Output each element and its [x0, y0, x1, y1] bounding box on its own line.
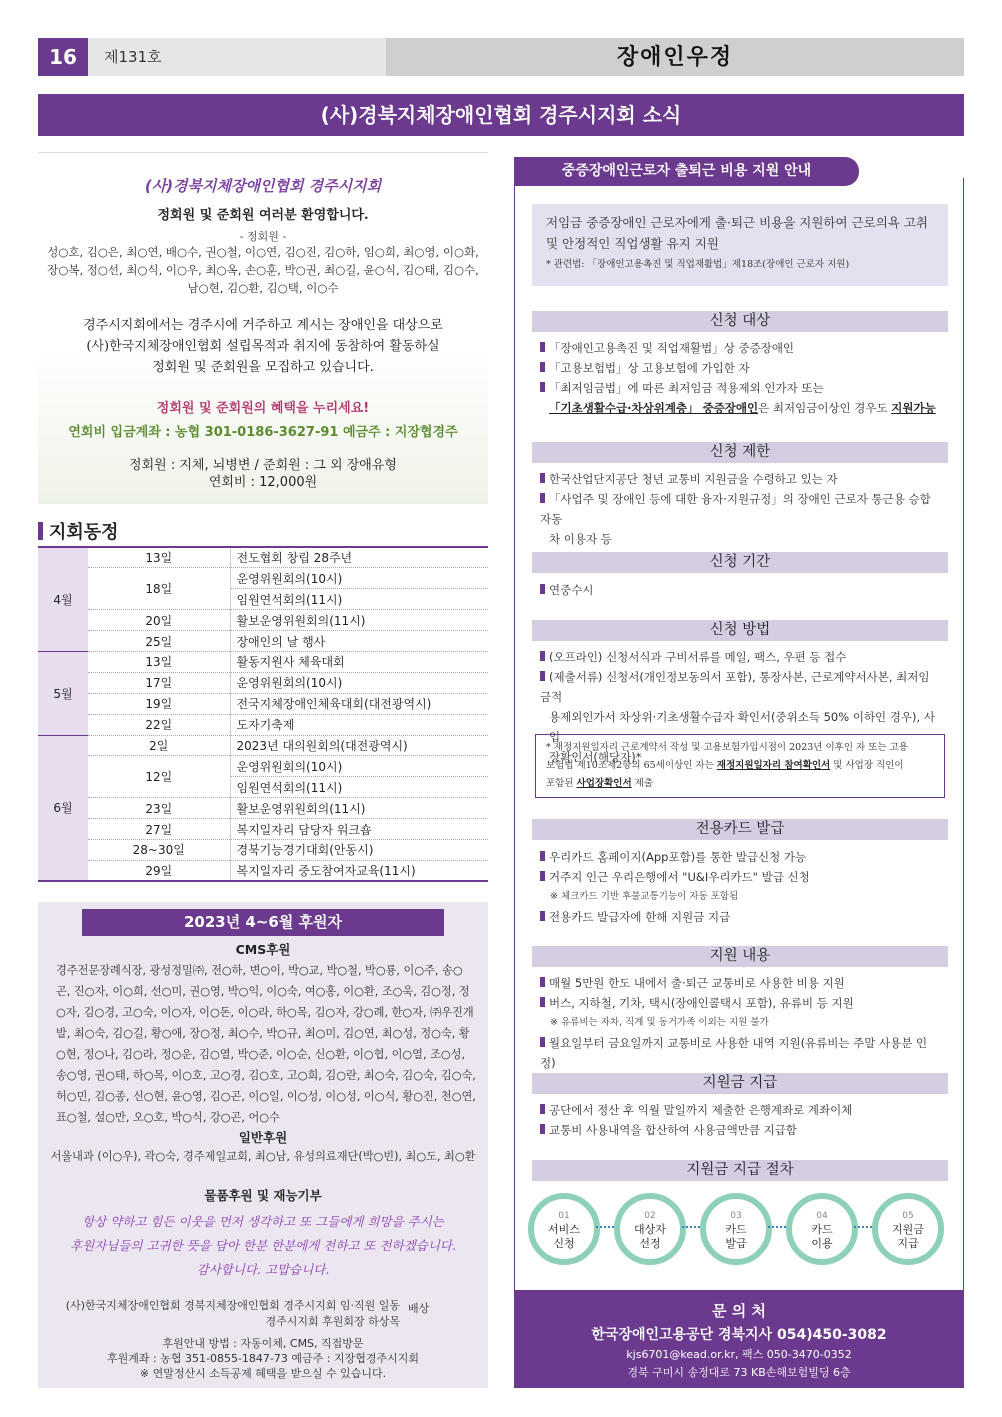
date-cell: 27일: [88, 819, 230, 840]
general-heading: 일반후원: [238, 1130, 288, 1145]
date-cell: 12일: [88, 756, 230, 798]
contact-box: [514, 1290, 964, 1388]
event-cell: 복지일자리 중도참여자교육(11시): [230, 860, 488, 881]
underlined-text: 사업장확인서: [576, 778, 632, 789]
para-line: 정회원 및 준회원을 모집하고 있습니다.: [152, 360, 374, 375]
welcome-benefit: 정회원 및 준회원의 혜택을 누리세요!: [156, 401, 370, 416]
list-item: [540, 398, 940, 418]
table-row: [38, 839, 488, 860]
underlined-text: 재정지원일자리 참여확인서: [716, 760, 831, 771]
table-row: [38, 631, 488, 652]
list-item: 공단에서 정산 후 익월 말일까지 제출한 은행계좌로 계좌이체: [540, 1100, 940, 1120]
cms-heading: CMS후원: [235, 942, 291, 957]
message-line: 감사합니다. 고맙습니다.: [196, 1262, 330, 1277]
table-row: [38, 735, 488, 756]
month-cell: 6월: [38, 735, 88, 881]
list-item: 월요일부터 금요일까지 교통비로 사용한 내역 지원(유류비는 주말 사용분 인정): [540, 1033, 940, 1073]
issue-number: 제131호: [104, 48, 162, 66]
intro-law-note: * 관련법: 「장애인고용촉진 및 직업재활법」제18조(장애인 근로자 지원): [546, 259, 850, 270]
method-line: ※ 연말정산시 소득공제 혜택을 받으실 수 있습니다.: [139, 1367, 387, 1380]
event-cell: 경북기능경기대회(안동시): [230, 839, 488, 860]
table-row: [38, 651, 488, 672]
signature-line: (사)한국지체장애인협회 경북지체장애인협회 경주시지회 임·직원 일동: [65, 1299, 400, 1312]
date-cell: 18일: [88, 568, 230, 610]
welcome-member-info: [38, 457, 488, 491]
step-number: 05: [902, 1211, 914, 1221]
contact-org: 한국장애인고용공단 경북지사 054)450-3082: [591, 1327, 887, 1343]
payment-list: [540, 1100, 940, 1140]
event-cell: 활보운영위원회의(11시): [230, 798, 488, 819]
date-cell: 20일: [88, 610, 230, 631]
card-list: [540, 847, 940, 927]
welcome-box: [38, 152, 488, 504]
date-cell: 19일: [88, 693, 230, 714]
section-payment: 지원금 지급: [532, 1073, 948, 1094]
step-label: 지원금: [892, 1223, 924, 1236]
section-card: 전용카드 발급: [532, 819, 948, 840]
section-method: 신청 방법: [532, 620, 948, 641]
cms-sponsor-list: 경주전문장례식장, 광성정밀㈜, 전○하, 변○이, 박○교, 박○철, 박○룡, 이○주, 송○곤, 진○자, 이○희, 선○미, 권○영, 박○익, 이○숙, 여○홍, 이○환, 조○욱, 김○정, 정○자, 김○경, 고○숙, 이○자, 이○돈, 이○라, 하○목, 김○자, 강○례, 한○자, ㈜우진개발, 최○숙, 김○길, 황○애, 장○정, 최○수, 박○규, 최○미, 김○연, 최○성, 정○숙, 황○현, 정○나, 김○라, 정○운, 김○열, 박○준, 이○순, 신○환, 이○협, 이○열, 조○성, 송○영, 권○태, 하○목, 이○호, 고○경, 김○호, 고○희, 김○란, 최○숙, 김○숙, 김○숙, 허○민, 김○종, 신○현, 윤○영, 김○곤, 이○일, 이○성, 이○성, 이○식, 황○진, 천○연, 표○철, 설○만, 오○호, 박○식, 강○곤, 어○수: [56, 964, 476, 1124]
note-text: 보험법 제10조제2항의 65세이상인 자는: [546, 760, 714, 771]
welcome-title: (사)경북지체장애인협회 경주시지회: [144, 177, 382, 195]
date-cell: 17일: [88, 672, 230, 693]
procedure-step: [786, 1193, 858, 1265]
activities-table: [38, 546, 488, 882]
note-line: * 재정지원일자리 근로계약서 작성 및 고용보험가입시점이 2023년 이후인 자 또는 고용: [546, 742, 908, 753]
step-label: 카드: [725, 1223, 747, 1236]
handwritten-message: [38, 1210, 488, 1282]
method-note: [535, 734, 945, 798]
procedure-step: [700, 1193, 772, 1265]
section-eligibility: 신청 대상: [532, 311, 948, 332]
date-cell: 29일: [88, 860, 230, 881]
section-period: 신청 기간: [532, 552, 948, 573]
eligibility-list: [540, 338, 940, 418]
note-text: 및 사업장 직인이: [833, 760, 904, 771]
method-line: 후원계좌 : 농협 351-0855-1847-73 예금주 : 지장협경주시지회: [107, 1352, 419, 1365]
event-cell: 운영위원회의(10시): [230, 756, 488, 777]
procedure-step: [872, 1193, 944, 1265]
list-item: 「장애인고용촉진 및 직업재활법」상 중증장애인: [540, 338, 940, 358]
list-item: (오프라인) 신청서식과 구비서류를 메일, 팩스, 우편 등 접수: [540, 647, 940, 667]
list-item: 「최저임금법」에 따른 최저임금 적용제외 인가자 또는: [540, 378, 940, 398]
member-type: 정회원 : 지체, 뇌병변 / 준회원 : 그 외 장애유형: [129, 458, 397, 473]
month-cell: 4월: [38, 547, 88, 651]
list-item: 차 이용자 등: [549, 532, 612, 546]
signature-closing: 배상: [408, 1302, 430, 1315]
newsletter-logo: 장애인우정: [386, 38, 964, 76]
list-item: 전용카드 발급자에 한해 지원금 지급: [540, 907, 940, 927]
date-cell: 13일: [88, 547, 230, 568]
contact-address: 경북 구미시 송정대로 73 KB손해보험빌딩 6층: [627, 1366, 851, 1379]
section-banner: (사)경북지체장애인협회 경주시지회 소식: [38, 94, 964, 136]
names-line: 성○호, 김○은, 최○연, 배○수, 권○철, 이○연, 김○진, 김○하, 임○희, 최○영, 이○화,: [47, 245, 479, 259]
list-note: ※ 유류비는 자차, 직계 및 동거가족 이외는 지원 불가: [550, 1017, 769, 1028]
table-row: [38, 860, 488, 881]
date-cell: 23일: [88, 798, 230, 819]
restriction-list: [540, 469, 940, 549]
support-info-title: 중증장애인근로자 출퇴근 비용 지원 안내: [514, 157, 859, 186]
event-cell: 운영위원회의(10시): [230, 672, 488, 693]
general-sponsor-list: 서울내과 (이○우), 곽○숙, 경주제일교회, 최○남, 유성의료재단(박○빈), 최○도, 최○환: [50, 1150, 476, 1163]
table-row: [38, 693, 488, 714]
welcome-subtitle: 정회원 및 준회원 여러분 환영합니다.: [157, 208, 369, 223]
list-text: 은 최저임금이상인 경우도: [758, 401, 888, 415]
note-line: [546, 757, 934, 775]
list-note: ※ 체크카드 기반 후불교통기능이 자동 포함됨: [550, 891, 739, 902]
list-item: 매월 5만원 한도 내에서 출·퇴근 교통비로 사용한 비용 지원: [540, 973, 940, 993]
table-row: [38, 610, 488, 631]
step-label: 발급: [725, 1237, 747, 1250]
donation-method: [38, 1336, 488, 1381]
event-cell: 임원연석회의(11시): [230, 589, 488, 610]
step-label: 대상자: [634, 1223, 666, 1236]
intro-line: 저임금 중증장애인 근로자에게 출·퇴근 비용을 지원하여 근로의욕 고취: [546, 215, 928, 230]
procedure-step: [528, 1193, 600, 1265]
message-line: 후원자님들의 고귀한 뜻을 담아 한분 한분에게 전하고 또 전하겠습니다.: [70, 1238, 456, 1253]
step-label: 지급: [897, 1237, 919, 1250]
event-cell: 활동지원사 체육대회: [230, 651, 488, 672]
underlined-text: 지원가능: [891, 401, 936, 415]
step-number: 03: [730, 1211, 742, 1221]
event-cell: 임원연석회의(11시): [230, 777, 488, 798]
welcome-member-heading: - 정회원 -: [239, 230, 287, 243]
date-cell: 13일: [88, 651, 230, 672]
list-item: (제출서류) 신청서(개인정보동의서 포함), 통장사본, 근로계약서사본, 최저임금적: [540, 667, 940, 707]
step-label: 선정: [639, 1237, 661, 1250]
step-label: 신청: [553, 1237, 575, 1250]
table-row: [38, 819, 488, 840]
event-cell: 운영위원회의(10시): [230, 568, 488, 589]
underlined-text: 「기초생활수급·차상위계층」 중증장애인: [549, 401, 759, 415]
step-number: 02: [644, 1211, 656, 1221]
section-procedure: 지원금 지급 절차: [532, 1160, 948, 1181]
content-list: [540, 973, 940, 1073]
list-item: 용제외인가서 차상위·기초생활수급자 확인서(중위소득 50% 이하인 경우), 사업: [549, 710, 935, 744]
sponsors-title: 2023년 4~6월 후원자: [82, 909, 444, 936]
list-item: 장확인서(해당자)*: [549, 750, 642, 764]
step-label: 이용: [811, 1237, 833, 1250]
section-content: 지원 내용: [532, 946, 948, 967]
names-line: 장○복, 정○선, 최○식, 이○우, 최○옥, 손○훈, 박○권, 최○길, 윤○식, 김○태, 김○수,: [47, 263, 479, 277]
note-text: 제출: [634, 778, 654, 789]
para-line: (사)한국지체장애인협회 설립목적과 취지에 동참하여 활동하실: [86, 339, 440, 354]
event-cell: 도자기축제: [230, 714, 488, 735]
list-item: 우리카드 홈페이지(App포함)를 통한 발급신청 가능: [540, 847, 940, 867]
list-item: 「사업주 및 장애인 등에 대한 융자·지원규정」의 장애인 근로자 통근용 승합 자동: [540, 489, 940, 529]
note-text: 포함된: [546, 778, 574, 789]
step-label: 카드: [811, 1223, 833, 1236]
date-cell: 25일: [88, 631, 230, 652]
support-intro: [532, 204, 948, 286]
step-number: 04: [816, 1211, 828, 1221]
list-item: 연중수시: [540, 580, 940, 600]
table-row: [38, 714, 488, 735]
event-cell: 2023년 대의원회의(대전광역시): [230, 735, 488, 756]
signature-block: [60, 1298, 400, 1330]
date-cell: 28~30일: [88, 839, 230, 860]
list-item: 교통비 사용내역을 합산하여 사용금액만큼 지급함: [540, 1120, 940, 1140]
table-row: [38, 672, 488, 693]
list-item: 거주지 인근 우리은행에서 "U&I우리카드" 발급 신청: [540, 867, 940, 887]
table-row: [38, 756, 488, 777]
welcome-account: 연회비 입금계좌 : 농협 301-0186-3627-91 예금주 : 지장협경주: [68, 425, 458, 440]
table-row: [38, 568, 488, 589]
activities-title: 지회동정: [38, 518, 119, 544]
intro-line: 및 안정적인 직업생활 유지 지원: [546, 236, 719, 251]
list-item: 「고용보험법」상 고용보험에 가입한 자: [540, 358, 940, 378]
period-list: [540, 580, 940, 600]
message-line: 항상 약하고 힘든 이웃을 먼저 생각하고 또 그들에게 희망을 주시는: [82, 1214, 444, 1229]
method-line: 후원안내 방법 : 자동이체, CMS, 직접방문: [162, 1337, 364, 1350]
annual-fee: 연회비 : 12,000원: [208, 475, 318, 490]
contact-title: 문 의 처: [712, 1302, 766, 1320]
list-item: 버스, 지하철, 기차, 택시(장애인콜택시 포함), 유류비 등 지원: [540, 993, 940, 1013]
event-cell: 장애인의 날 행사: [230, 631, 488, 652]
event-cell: 복지일자리 담당자 워크숍: [230, 819, 488, 840]
contact-email: kjs6701@kead.or.kr, 팩스 050-3470-0352: [626, 1348, 852, 1361]
goods-heading: 물품후원 및 재능기부: [204, 1188, 322, 1203]
para-line: 경주시지회에서는 경주시에 거주하고 계시는 장애인을 대상으로: [83, 318, 443, 333]
event-cell: 전국지체장애인체육대회(대전광역시): [230, 693, 488, 714]
table-row: [38, 798, 488, 819]
step-number: 01: [558, 1211, 570, 1221]
event-cell: 활보운영위원회의(11시): [230, 610, 488, 631]
names-line: 남○현, 김○환, 김○택, 이○수: [187, 281, 339, 295]
procedure-step: [614, 1193, 686, 1265]
date-cell: 22일: [88, 714, 230, 735]
signature-line: 경주시지회 후원회장 하상목: [265, 1315, 400, 1328]
date-cell: 2일: [88, 735, 230, 756]
month-cell: 5월: [38, 651, 88, 735]
page-number: 16: [38, 38, 88, 76]
welcome-member-names: [38, 243, 488, 297]
note-line: [546, 775, 934, 793]
list-item: 한국산업단지공단 청년 교통비 지원금을 수령하고 있는 자: [540, 469, 940, 489]
table-row: [38, 547, 488, 568]
section-restriction: 신청 제한: [532, 442, 948, 463]
event-cell: 전도협회 창립 28주년: [230, 547, 488, 568]
step-label: 서비스: [548, 1223, 580, 1236]
welcome-paragraph: [38, 315, 488, 378]
